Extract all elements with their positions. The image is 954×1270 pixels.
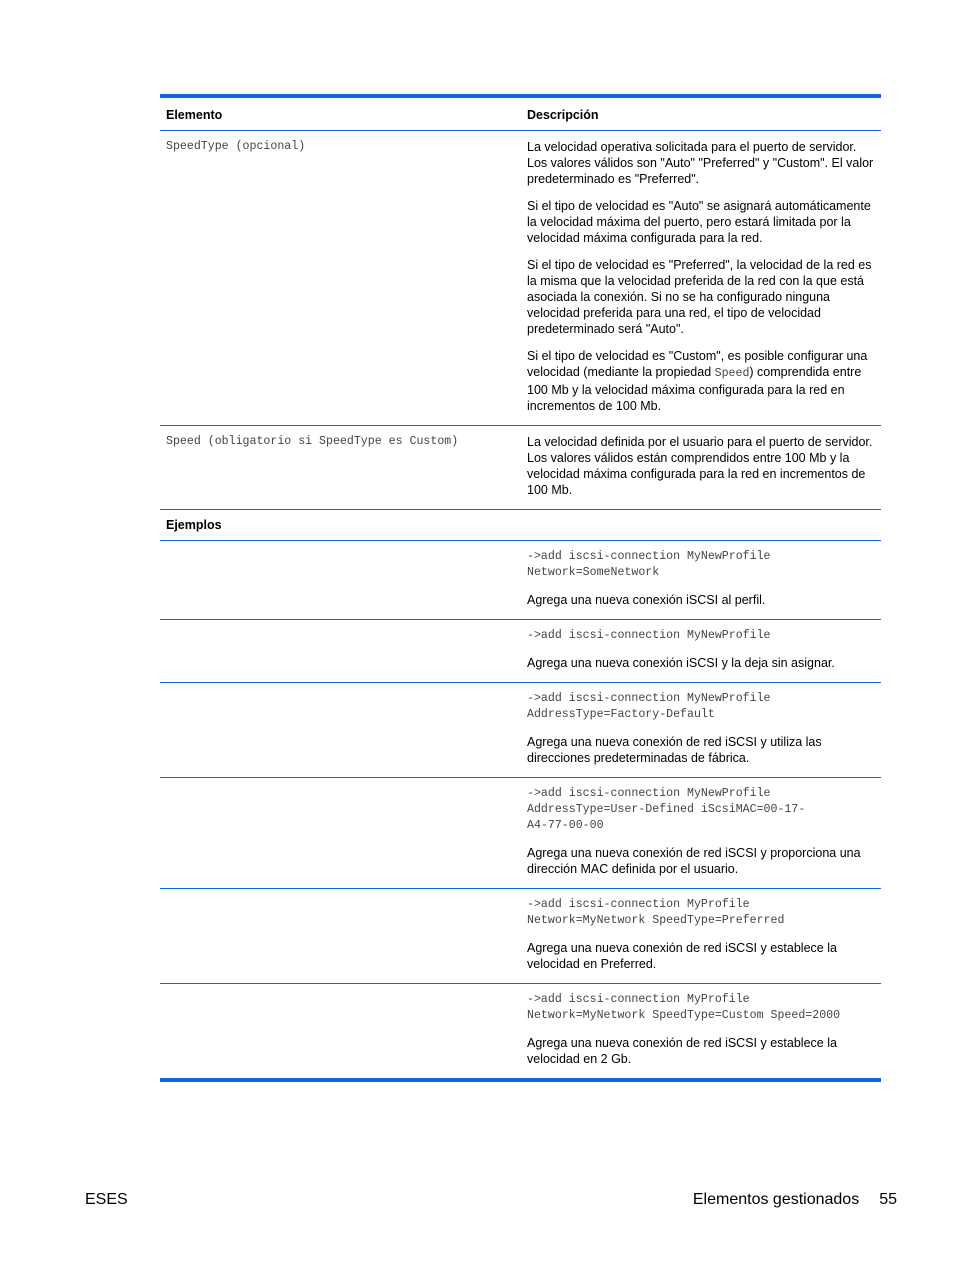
properties-table	[160, 94, 881, 1082]
speed-description: La velocidad definida por el usuario para el puerto de servidor. Los valores válidos están comprendidos entre 100 Mb y la velocidad máxima configurada para la red en incrementos de 100 Mb.	[527, 435, 873, 497]
example-description: Agrega una nueva conexión de red iSCSI y utiliza las direcciones predeterminadas de fábrica.	[527, 735, 822, 765]
speed-property-code: Speed	[714, 367, 750, 380]
footer-page-info	[693, 1191, 897, 1209]
example-command: ->add iscsi-connection MyProfile Network=MyNetwork SpeedType=Preferred	[527, 898, 785, 927]
example-description: Agrega una nueva conexión iSCSI al perfil.	[527, 593, 766, 607]
footer-locale: ESES	[85, 1191, 128, 1208]
example-row	[160, 889, 881, 984]
example-row	[160, 541, 881, 620]
example-command: ->add iscsi-connection MyProfile Network=MyNetwork SpeedType=Custom Speed=2000	[527, 993, 841, 1022]
example-description: Agrega una nueva conexión de red iSCSI y proporciona una dirección MAC definida por el usuario.	[527, 846, 861, 876]
example-row	[160, 778, 881, 889]
element-name-speed: Speed (obligatorio si SpeedType es Custom)	[166, 435, 459, 448]
example-command: ->add iscsi-connection MyNewProfile Network=SomeNetwork	[527, 550, 771, 579]
column-header-element: Elemento	[166, 108, 223, 122]
column-header-description: Descripción	[527, 108, 599, 122]
speedtype-paragraph-3: Si el tipo de velocidad es "Preferred", la velocidad de la red es la misma que la velocidad preferida de la red con la que está asociada la conexión. Si no se ha configurado ninguna velocidad preferida para una red, el tipo de velocidad predeterminado será "Auto".	[527, 258, 872, 336]
example-command: ->add iscsi-connection MyNewProfile AddressType=Factory-Default	[527, 692, 771, 721]
footer-section-title: Elementos gestionados	[692, 1191, 860, 1208]
example-command: ->add iscsi-connection MyNewProfile AddressType=User-Defined iScsiMAC=00-17- A4-77-00-00	[527, 787, 806, 832]
examples-section-row	[160, 510, 881, 541]
speedtype-p4-text-before: Si el tipo de velocidad es "Custom", es posible configurar una velocidad (mediante la propiedad	[527, 349, 868, 379]
example-row	[160, 620, 881, 683]
speedtype-paragraph-1: La velocidad operativa solicitada para el puerto de servidor. Los valores válidos son "Auto" "Preferred" y "Custom". El valor predeterminado es "Preferred".	[527, 140, 874, 186]
table-row-speedtype	[160, 131, 881, 426]
page-number: 55	[879, 1191, 897, 1208]
table-header-row	[160, 98, 881, 131]
example-description: Agrega una nueva conexión iSCSI y la deja sin asignar.	[527, 656, 835, 670]
element-name-speedtype: SpeedType (opcional)	[166, 140, 306, 153]
example-command: ->add iscsi-connection MyNewProfile	[527, 629, 771, 642]
description-speedtype	[521, 131, 881, 425]
example-row	[160, 683, 881, 778]
example-description: Agrega una nueva conexión de red iSCSI y establece la velocidad en 2 Gb.	[527, 1036, 837, 1066]
example-row	[160, 984, 881, 1078]
examples-heading: Ejemplos	[166, 518, 222, 532]
speedtype-paragraph-2: Si el tipo de velocidad es "Auto" se asignará automáticamente la velocidad máxima del puerto, pero estará limitada por la velocidad máxima configurada para la red.	[527, 199, 871, 245]
speedtype-paragraph-4	[527, 348, 875, 414]
table-row-speed	[160, 426, 881, 510]
speedtype-p4-text-after: ) comprendida entre 100 Mb y la velocidad máxima configurada para la red en incrementos de 100 Mb.	[527, 365, 862, 413]
example-description: Agrega una nueva conexión de red iSCSI y establece la velocidad en Preferred.	[527, 941, 837, 971]
